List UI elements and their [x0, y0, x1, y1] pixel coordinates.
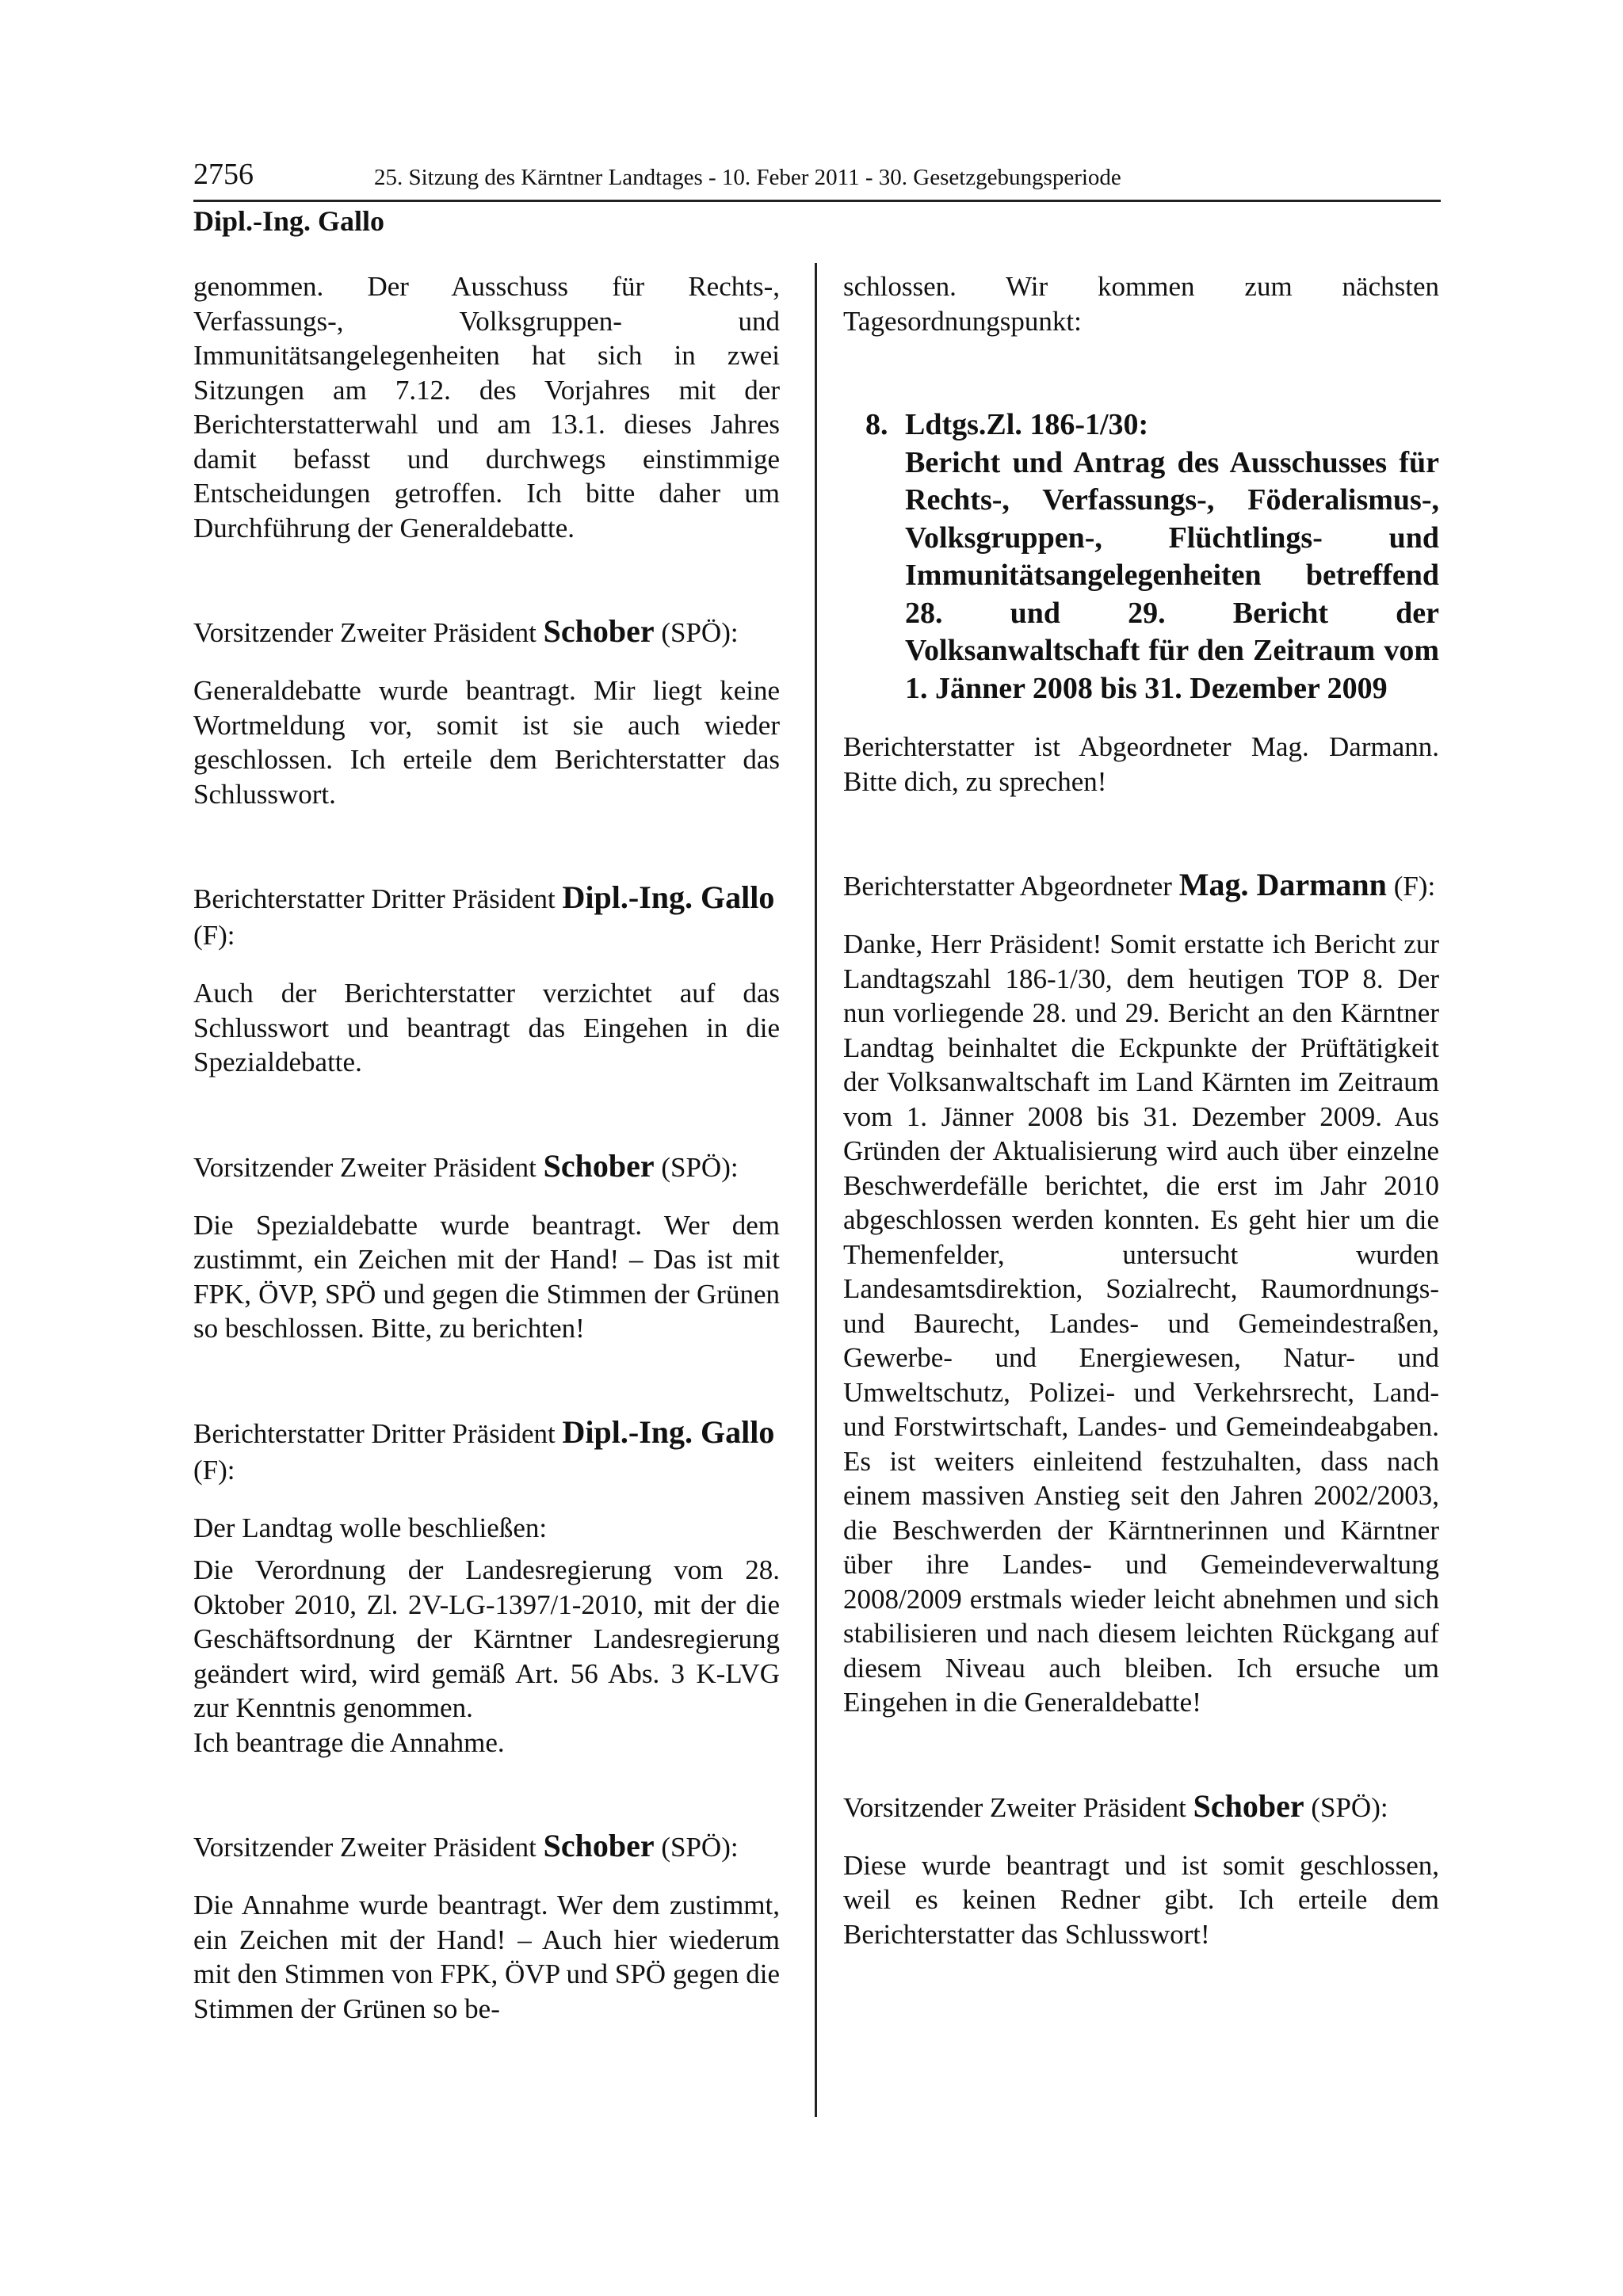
speaker-line: Berichterstatter Dritter Präsident Dipl.-Ing. Gallo (F): [193, 879, 775, 951]
speaker-line: Vorsitzender Zweiter Präsident Schober (SPÖ): [193, 1828, 739, 1863]
page-number: 2756 [193, 158, 254, 191]
left-column [193, 269, 780, 2026]
paragraph: Auch der Berichterstatter verzichtet auf das Schlusswort und beantragt das Eingehen in die Spezialdebatte. [193, 978, 780, 1077]
paragraph: Berichterstatter ist Abgeordneter Mag. Darmann. Bitte dich, zu sprechen! [843, 731, 1439, 797]
paragraph: Die Verordnung der Landesregierung vom 28. Oktober 2010, Zl. 2V-LG-1397/1-2010, mit der die Geschäftsordnung der Kärntner Landesregierung geändert wird, wird gemäß Art. 56 Abs. 3 K-LVG zur Kenntnis genommen. [193, 1554, 780, 1723]
agenda-title: Bericht und Antrag des Ausschusses für Rechts-, Verfassungs-, Föderalismus-, Volksgruppen-, Flüchtlings- und Immunitätsangelegenheiten betreffend 28. und 29. Bericht der Volksanwaltschaft für den Zeitraum vom 1. Jänner 2008 bis 31. Dezember 2009 [905, 445, 1439, 705]
speaker-line: Vorsitzender Zweiter Präsident Schober (SPÖ): [193, 613, 739, 649]
right-column [843, 269, 1439, 1951]
speaker-line: Berichterstatter Dritter Präsident Dipl.-Ing. Gallo (F): [193, 1413, 775, 1486]
speaker-line: Berichterstatter Abgeordneter Mag. Darmann (F): [843, 867, 1436, 902]
column-divider [815, 263, 817, 2117]
speaker-line: Vorsitzender Zweiter Präsident Schober (SPÖ): [193, 1147, 739, 1184]
speaker-line: Vorsitzender Zweiter Präsident Schober (SPÖ): [843, 1787, 1388, 1824]
paragraph: genommen. Der Ausschuss für Rechts-, Verfassungs-, Volksgruppen- und Immunitätsangelegenheiten hat sich in zwei Sitzungen am 7.12. des Vorjahres mit der Berichterstatterwahl und am 13.1. dieses Jahres damit befasst und durchwegs einstimmige Entscheidungen getroffen. Ich bitte daher um Durchführung der Generaldebatte. [193, 271, 780, 543]
paragraph: Generaldebatte wurde beantragt. Mir liegt keine Wortmeldung vor, somit ist sie auch wieder geschlossen. Ich erteile dem Berichterstatter das Schlusswort. [193, 675, 780, 810]
paragraph: Die Spezialdebatte wurde beantragt. Wer dem zustimmt, ein Zeichen mit der Hand! – Das ist mit FPK, ÖVP, SPÖ und gegen die Stimmen der Grünen so beschlossen. Bitte, zu berichten! [193, 1209, 780, 1344]
paragraph: Diese wurde beantragt und ist somit geschlossen, weil es keinen Redner gibt. Ich erteile dem Berichterstatter das Schlusswort! [843, 1849, 1439, 1950]
agenda-number: 8. [865, 408, 888, 441]
paragraph: Ich beantrage die Annahme. [193, 1726, 505, 1758]
paragraph: Die Annahme wurde beantragt. Wer dem zustimmt, ein Zeichen mit der Hand! – Auch hier wiederum mit den Stimmen von FPK, ÖVP und SPÖ gegen die Stimmen der Grünen so be- [193, 1890, 780, 2024]
paragraph: Der Landtag wolle beschließen: [193, 1512, 548, 1543]
speaker-tag: Dipl.-Ing. Gallo [193, 205, 385, 237]
running-title: 25. Sitzung des Kärntner Landtages - 10. Feber 2011 - 30. Gesetzgebungsperiode [374, 165, 1121, 190]
paragraph: schlossen. Wir kommen zum nächsten Tagesordnungspunkt: [843, 271, 1439, 337]
paragraph: Danke, Herr Präsident! Somit erstatte ich Bericht zur Landtagszahl 186-1/30, dem heutigen TOP 8. Der nun vorliegende 28. und 29. Bericht an den Kärntner Landtag beinhaltet die Eckpunkte der Prüftätigkeit der Volksanwaltschaft im Land Kärnten im Zeitraum vom 1. Jänner 2008 bis 31. Dezember 2009. Aus Gründen der Aktualisierung wird auch über einzelne Beschwerdefälle berichtet, die erst im Jahr 2010 abgeschlossen werden konnten. Es geht hier um die Themenfelder, untersucht wurden Landesamtsdirektion, Sozialrecht, Raumordnungs- und Baurecht, Landes- und Gemeindestraßen, Gewerbe- und Energiewesen, Natur- und Umweltschutz, Polizei- und Verkehrsrecht, Land- und Forstwirtschaft, Landes- und Gemeindeabgaben. Es ist weiters einleitend festzuhalten, dass nach einem massiven Anstieg seit den Jahren 2002/2003, die Beschwerden der Kärntnerinnen und Kärntner über ihre Landes- und Gemeindeverwaltung 2008/2009 erstmals wieder leicht abnehmen und sich stabilisieren und nach diesem leichten Rückgang auf diesem Niveau auch bleiben. Ich ersuche um Eingehen in die Generaldebatte! [843, 929, 1439, 1718]
page-header [193, 155, 1441, 202]
agenda-reference: Ldtgs.Zl. 186-1/30: [905, 408, 1149, 441]
agenda-item [865, 406, 1439, 707]
